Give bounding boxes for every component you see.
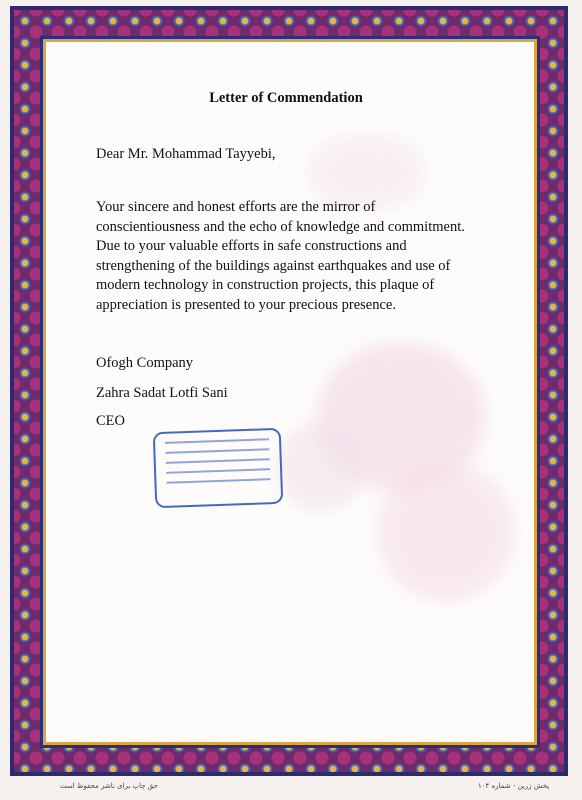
letter-greeting: Dear Mr. Mohammad Tayyebi,	[96, 146, 276, 162]
company-name: Ofogh Company	[96, 355, 194, 371]
stamp-text-line	[165, 448, 269, 454]
floral-watermark	[376, 462, 516, 602]
signer-role: CEO	[96, 413, 125, 429]
footer-copyright: حق چاپ برای ناشر محفوظ است	[60, 782, 158, 790]
footer-publisher: پخش زرین - شماره ۱۰۴	[478, 782, 550, 790]
stamp-text-line	[166, 478, 270, 484]
stamp-text-line	[165, 438, 269, 444]
stamp-text-line	[166, 458, 270, 464]
stamp-text-line	[166, 468, 270, 474]
floral-watermark	[276, 422, 366, 512]
signer-name: Zahra Sadat Lotfi Sani	[96, 385, 228, 401]
company-stamp	[153, 428, 284, 508]
letter-body: Your sincere and honest efforts are the mirror of conscientiousness and the echo of knowledge and commitment. Due to your valuable efforts in safe constructions and strengthening of the buildings against earthquakes and use of modern technology in construction projects, this plaque of appreciation is presented to your precious presence.	[96, 199, 465, 313]
letter-title: Letter of Commendation	[209, 90, 363, 106]
letter-paper	[46, 42, 534, 742]
